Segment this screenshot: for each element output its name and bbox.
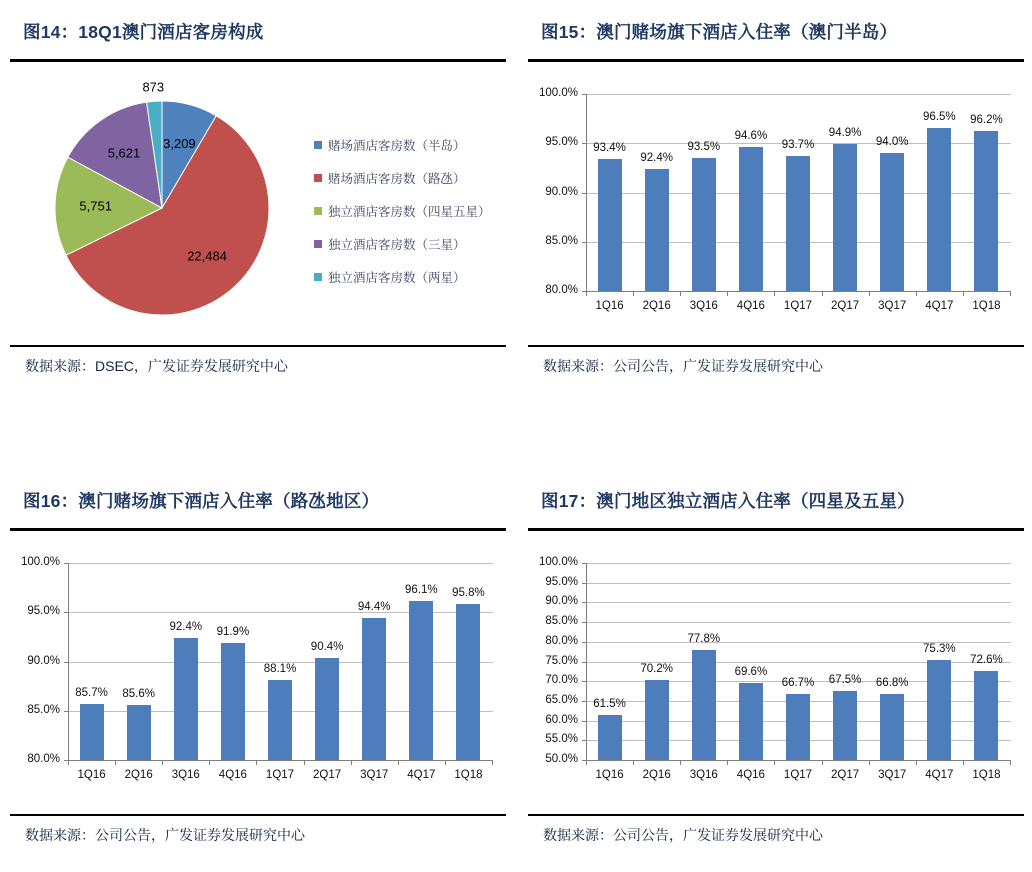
bar bbox=[645, 680, 669, 760]
x-tick-mark bbox=[633, 761, 634, 765]
x-axis-label: 4Q16 bbox=[218, 769, 247, 781]
x-tick-mark bbox=[680, 292, 681, 296]
y-axis-label: 80.0% bbox=[545, 284, 578, 296]
legend-color-swatch-icon bbox=[314, 207, 322, 215]
x-axis-label: 2Q16 bbox=[642, 769, 671, 781]
x-tick-mark bbox=[1010, 761, 1011, 765]
x-tick-mark bbox=[586, 761, 587, 765]
x-axis-label: 3Q17 bbox=[360, 769, 389, 781]
y-axis-label: 90.0% bbox=[545, 595, 578, 608]
bar bbox=[362, 618, 386, 760]
x-tick-mark bbox=[304, 761, 305, 765]
x-tick-mark bbox=[492, 761, 493, 765]
x-tick-mark bbox=[209, 761, 210, 765]
data-source: 数据来源：公司公告，广发证券发展研究中心 bbox=[543, 358, 823, 374]
pie-value-label: 5,751 bbox=[79, 198, 112, 214]
y-axis-label: 75.0% bbox=[545, 654, 578, 667]
x-tick-mark bbox=[869, 761, 870, 765]
y-tick-mark bbox=[582, 662, 586, 663]
y-tick-mark bbox=[582, 602, 586, 603]
panel-fig16 bbox=[10, 473, 506, 845]
x-axis-label: 1Q18 bbox=[454, 769, 483, 781]
bar-value-label: 93.5% bbox=[687, 141, 721, 154]
x-tick-mark bbox=[398, 761, 399, 765]
figure-title-fig15: 图15：澳门赌场旗下酒店入住率（澳门半岛） bbox=[541, 22, 898, 42]
x-tick-mark bbox=[774, 761, 775, 765]
x-axis-label: 2Q17 bbox=[313, 769, 342, 781]
y-tick-mark bbox=[64, 662, 68, 663]
figure-title-fig16: 图16：澳门赌场旗下酒店入住率（路氹地区） bbox=[23, 491, 380, 511]
x-tick-mark bbox=[916, 761, 917, 765]
bar bbox=[786, 694, 810, 760]
pie-value-label: 22,484 bbox=[187, 248, 227, 264]
bar bbox=[645, 169, 669, 291]
y-axis-label: 90.0% bbox=[545, 185, 578, 198]
pie-legend bbox=[310, 122, 506, 286]
bar-value-label: 66.8% bbox=[875, 676, 909, 689]
legend-item bbox=[314, 268, 506, 286]
x-axis-label: 1Q17 bbox=[783, 300, 813, 312]
y-axis-label: 55.0% bbox=[545, 733, 578, 746]
x-tick-mark bbox=[822, 292, 823, 296]
x-tick-mark bbox=[727, 292, 728, 296]
bar-value-label: 61.5% bbox=[593, 697, 626, 710]
x-tick-mark bbox=[963, 761, 964, 765]
bar-value-label: 96.1% bbox=[405, 584, 438, 597]
bar bbox=[221, 643, 245, 760]
bar bbox=[409, 601, 433, 760]
gridline bbox=[587, 583, 1011, 584]
gridline bbox=[587, 94, 1011, 95]
y-tick-mark bbox=[64, 711, 68, 712]
y-tick-mark bbox=[582, 143, 586, 144]
bar-value-label: 70.2% bbox=[640, 663, 673, 676]
bar-value-label: 69.6% bbox=[734, 665, 768, 678]
source-divider bbox=[528, 814, 1024, 816]
data-source: 数据来源：公司公告，广发证券发展研究中心 bbox=[543, 827, 823, 843]
y-axis-label: 90.0% bbox=[27, 654, 60, 667]
y-axis-label: 60.0% bbox=[545, 713, 578, 726]
x-axis-label: 1Q16 bbox=[595, 300, 624, 312]
y-tick-mark bbox=[582, 721, 586, 722]
x-tick-mark bbox=[916, 292, 917, 296]
panel-fig15 bbox=[528, 4, 1024, 376]
bar-value-label: 72.6% bbox=[970, 653, 1003, 666]
bar bbox=[786, 156, 810, 291]
y-axis-label: 95.0% bbox=[27, 605, 60, 618]
x-axis-label: 4Q17 bbox=[925, 300, 954, 312]
bar bbox=[315, 658, 339, 760]
x-tick-mark bbox=[869, 292, 870, 296]
bar-chart-fig17 bbox=[528, 531, 1024, 814]
bar bbox=[268, 680, 292, 760]
bar bbox=[174, 638, 198, 760]
y-tick-mark bbox=[582, 242, 586, 243]
x-tick-mark bbox=[822, 761, 823, 765]
pie-value-label: 5,621 bbox=[107, 145, 141, 161]
x-axis-label: 4Q17 bbox=[925, 769, 954, 781]
bar bbox=[127, 705, 151, 760]
legend-color-swatch-icon bbox=[314, 141, 322, 149]
bar-value-label: 91.9% bbox=[216, 625, 250, 638]
data-source: 数据来源：DSEC，广发证券发展研究中心 bbox=[25, 358, 288, 374]
y-tick-mark bbox=[582, 193, 586, 194]
x-axis-label: 3Q16 bbox=[689, 769, 718, 781]
y-tick-mark bbox=[582, 94, 586, 95]
source-divider bbox=[528, 345, 1024, 347]
legend-item bbox=[314, 136, 506, 154]
bar-value-label: 90.4% bbox=[310, 640, 344, 653]
y-axis-label: 50.0% bbox=[545, 753, 578, 765]
x-axis-label: 3Q16 bbox=[171, 769, 200, 781]
x-axis-label: 1Q18 bbox=[972, 769, 1001, 781]
x-axis-label: 1Q16 bbox=[595, 769, 624, 781]
bar-value-label: 96.5% bbox=[923, 111, 956, 124]
y-axis-label: 70.0% bbox=[545, 674, 578, 687]
y-axis-label: 100.0% bbox=[538, 87, 578, 99]
bar bbox=[974, 131, 998, 291]
bar-value-label: 75.3% bbox=[923, 643, 956, 656]
y-axis-label: 80.0% bbox=[545, 634, 578, 647]
bar-value-label: 94.6% bbox=[734, 130, 768, 143]
bar-value-label: 92.4% bbox=[640, 151, 673, 164]
bar-value-label: 67.5% bbox=[828, 674, 862, 687]
bar-value-label: 93.7% bbox=[781, 139, 815, 152]
figure-title-fig14: 图14：18Q1澳门酒店客房构成 bbox=[23, 22, 264, 42]
x-tick-mark bbox=[115, 761, 116, 765]
x-tick-mark bbox=[774, 292, 775, 296]
legend-label: 赌场酒店客房数（路氹） bbox=[328, 171, 466, 186]
pie-chart-fig14 bbox=[10, 62, 506, 345]
bar-value-label: 66.7% bbox=[781, 677, 815, 690]
bar bbox=[880, 153, 904, 291]
bar-value-label: 93.4% bbox=[593, 142, 626, 154]
bar bbox=[456, 604, 480, 760]
bar bbox=[692, 650, 716, 760]
x-tick-mark bbox=[1010, 292, 1011, 296]
source-divider bbox=[10, 345, 506, 347]
y-tick-mark bbox=[582, 681, 586, 682]
x-axis-label: 1Q16 bbox=[77, 769, 106, 781]
bar-value-label: 77.8% bbox=[687, 633, 721, 646]
gridline bbox=[587, 602, 1011, 603]
x-axis-label: 2Q17 bbox=[831, 769, 860, 781]
x-tick-mark bbox=[586, 292, 587, 296]
x-axis-label: 4Q16 bbox=[736, 300, 765, 312]
y-tick-mark bbox=[582, 622, 586, 623]
y-axis-label: 95.0% bbox=[545, 136, 578, 149]
bar bbox=[927, 128, 951, 291]
x-axis-label: 4Q17 bbox=[407, 769, 436, 781]
y-axis-label: 85.0% bbox=[27, 703, 60, 716]
legend-item bbox=[314, 169, 506, 187]
legend-color-swatch-icon bbox=[314, 240, 322, 248]
bar bbox=[80, 704, 104, 760]
y-axis-label: 95.0% bbox=[545, 575, 578, 588]
source-divider bbox=[10, 814, 506, 816]
bar bbox=[833, 144, 857, 291]
bar-value-label: 88.1% bbox=[263, 663, 297, 676]
panel-fig14 bbox=[10, 4, 506, 376]
bar-chart-fig16 bbox=[10, 531, 506, 814]
legend-label: 独立酒店客房数（四星五星） bbox=[328, 204, 491, 219]
legend-label: 独立酒店客房数（三星） bbox=[328, 237, 466, 252]
x-tick-mark bbox=[727, 761, 728, 765]
bar-value-label: 92.4% bbox=[169, 620, 203, 633]
x-axis-label: 2Q16 bbox=[124, 769, 153, 781]
legend-item bbox=[314, 235, 506, 253]
x-axis-label: 1Q18 bbox=[972, 300, 1001, 312]
bar bbox=[833, 691, 857, 760]
x-tick-mark bbox=[351, 761, 352, 765]
y-tick-mark bbox=[64, 563, 68, 564]
gridline bbox=[587, 563, 1011, 564]
y-tick-mark bbox=[582, 642, 586, 643]
bar-value-label: 94.4% bbox=[357, 601, 391, 614]
y-tick-mark bbox=[64, 612, 68, 613]
x-tick-mark bbox=[680, 761, 681, 765]
bar-value-label: 94.0% bbox=[875, 136, 909, 149]
y-axis-label: 65.0% bbox=[545, 693, 578, 706]
data-source: 数据来源：公司公告，广发证券发展研究中心 bbox=[25, 827, 305, 843]
y-tick-mark bbox=[582, 563, 586, 564]
x-tick-mark bbox=[162, 761, 163, 765]
x-axis-label: 2Q17 bbox=[831, 300, 860, 312]
bar bbox=[739, 147, 763, 291]
legend-label: 独立酒店客房数（两星） bbox=[328, 270, 466, 285]
figure-title-fig17: 图17：澳门地区独立酒店入住率（四星及五星） bbox=[541, 491, 915, 511]
bar bbox=[927, 660, 951, 760]
bar bbox=[739, 683, 763, 760]
bar-value-label: 85.6% bbox=[122, 687, 155, 700]
bar-value-label: 95.8% bbox=[452, 587, 485, 600]
pie-value-label: 3,209 bbox=[163, 135, 196, 151]
x-tick-mark bbox=[633, 292, 634, 296]
x-axis-label: 3Q17 bbox=[878, 300, 907, 312]
gridline bbox=[69, 563, 493, 564]
y-axis-label: 80.0% bbox=[27, 753, 60, 765]
y-tick-mark bbox=[582, 740, 586, 741]
panel-fig17 bbox=[528, 473, 1024, 845]
y-axis-label: 100.0% bbox=[20, 556, 60, 568]
bar-chart-fig15 bbox=[528, 62, 1024, 345]
legend-item bbox=[314, 202, 506, 220]
x-axis-label: 3Q17 bbox=[878, 769, 907, 781]
y-axis-label: 85.0% bbox=[545, 234, 578, 247]
x-tick-mark bbox=[963, 292, 964, 296]
x-tick-mark bbox=[68, 761, 69, 765]
bar bbox=[880, 694, 904, 760]
pie-chart-canvas bbox=[10, 66, 310, 342]
bar bbox=[598, 715, 622, 760]
pie-value-label: 873 bbox=[142, 78, 165, 94]
x-axis-label: 1Q17 bbox=[783, 769, 813, 781]
x-axis-label: 4Q16 bbox=[736, 769, 765, 781]
bar-value-label: 94.9% bbox=[828, 127, 862, 140]
bar-value-label: 85.7% bbox=[75, 686, 108, 699]
bar bbox=[974, 671, 998, 760]
bar-value-label: 96.2% bbox=[970, 114, 1003, 127]
x-axis-label: 1Q17 bbox=[265, 769, 295, 781]
legend-color-swatch-icon bbox=[314, 174, 322, 182]
bar bbox=[692, 158, 716, 291]
bar bbox=[598, 159, 622, 291]
y-tick-mark bbox=[582, 583, 586, 584]
gridline bbox=[587, 622, 1011, 623]
x-tick-mark bbox=[445, 761, 446, 765]
x-tick-mark bbox=[256, 761, 257, 765]
x-axis-label: 2Q16 bbox=[642, 300, 671, 312]
x-axis-label: 3Q16 bbox=[689, 300, 718, 312]
legend-label: 赌场酒店客房数（半岛） bbox=[328, 138, 466, 153]
legend-color-swatch-icon bbox=[314, 273, 322, 281]
y-axis-label: 100.0% bbox=[538, 556, 578, 568]
y-axis-label: 85.0% bbox=[545, 615, 578, 628]
y-tick-mark bbox=[582, 701, 586, 702]
